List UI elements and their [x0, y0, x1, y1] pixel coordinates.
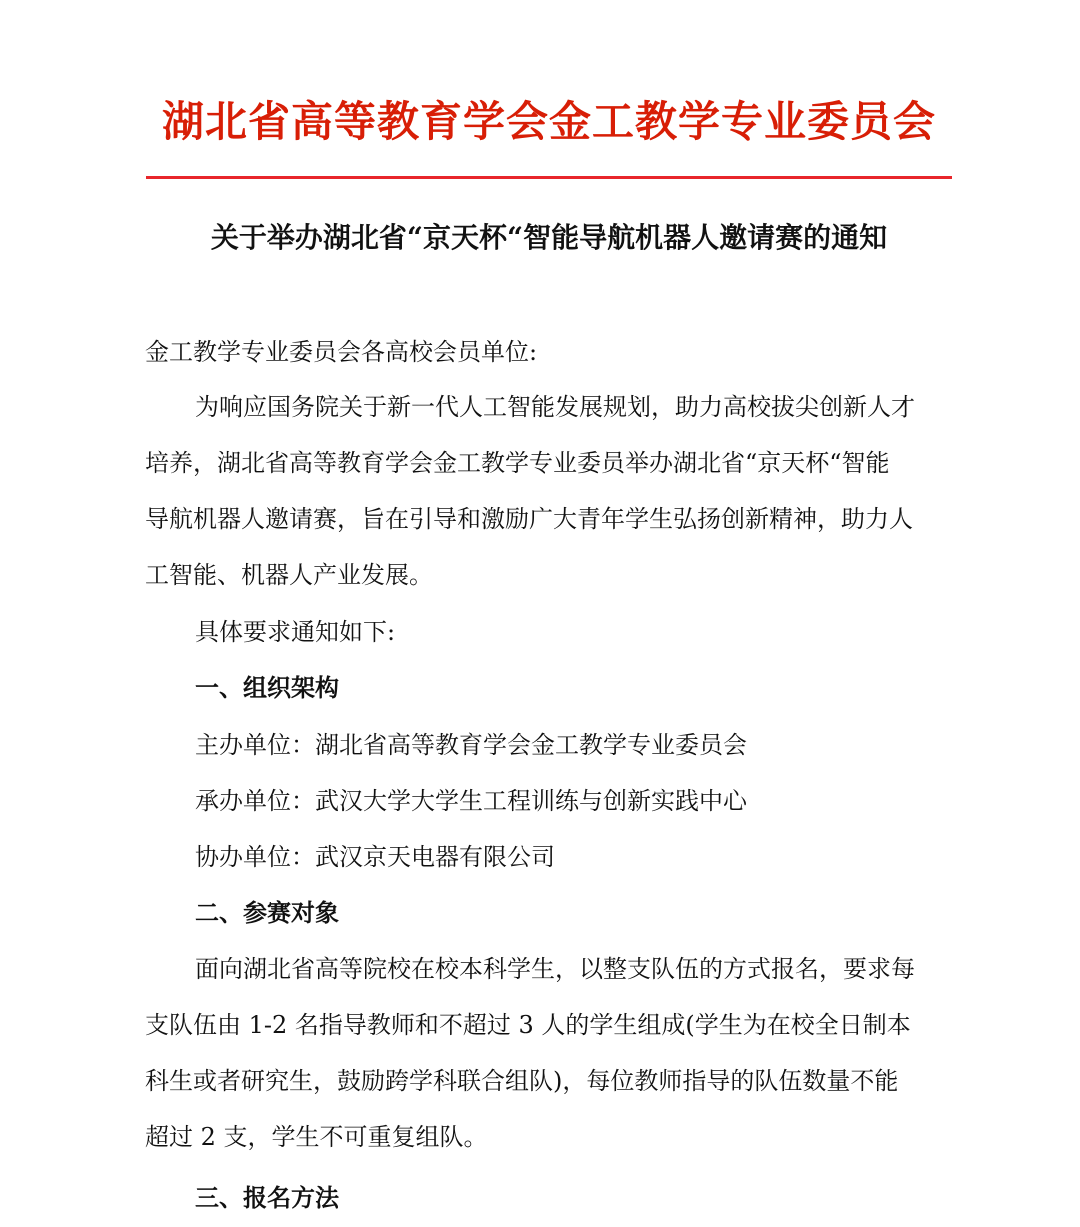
header-red-rule — [146, 176, 952, 179]
organizer-line: 主办单位：湖北省高等教育学会金工教学专业委员会 — [195, 731, 747, 759]
intro-line-1: 为响应国务院关于新一代人工智能发展规划，助力高校拔尖创新人才 — [195, 393, 915, 421]
intro-line-2: 培养，湖北省高等教育学会金工教学专业委员举办湖北省“京天杯“智能 — [145, 449, 890, 477]
intro-line-4: 工智能、机器人产业发展。 — [145, 561, 433, 589]
section-heading-organization: 一、组织架构 — [195, 673, 339, 702]
requirements-intro: 具体要求通知如下: — [195, 618, 396, 646]
participants-line-1: 面向湖北省高等院校在校本科学生，以整支队伍的方式报名，要求每 — [195, 955, 915, 983]
participants-line-3: 科生或者研究生，鼓励跨学科联合组队)，每位教师指导的队伍数量不能 — [145, 1067, 899, 1095]
host-line: 承办单位：武汉大学大学生工程训练与创新实践中心 — [195, 787, 747, 815]
notice-title: 关于举办湖北省“京天杯“智能导航机器人邀请赛的通知 — [210, 221, 888, 254]
organization-title: 湖北省高等教育学会金工教学专业委员会 — [161, 97, 936, 146]
section-heading-registration: 三、报名方法 — [195, 1183, 339, 1212]
section-heading-participants: 二、参赛对象 — [195, 898, 339, 927]
salutation: 金工教学专业委员会各高校会员单位: — [145, 338, 538, 366]
participants-line-4: 超过 2 支，学生不可重复组队。 — [145, 1123, 488, 1151]
participants-line-2: 支队伍由 1-2 名指导教师和不超过 3 人的学生组成(学生为在校全日制本 — [145, 1011, 911, 1039]
co-organizer-line: 协办单位：武汉京天电器有限公司 — [195, 843, 555, 871]
intro-line-3: 导航机器人邀请赛，旨在引导和激励广大青年学生弘扬创新精神，助力人 — [145, 505, 913, 533]
